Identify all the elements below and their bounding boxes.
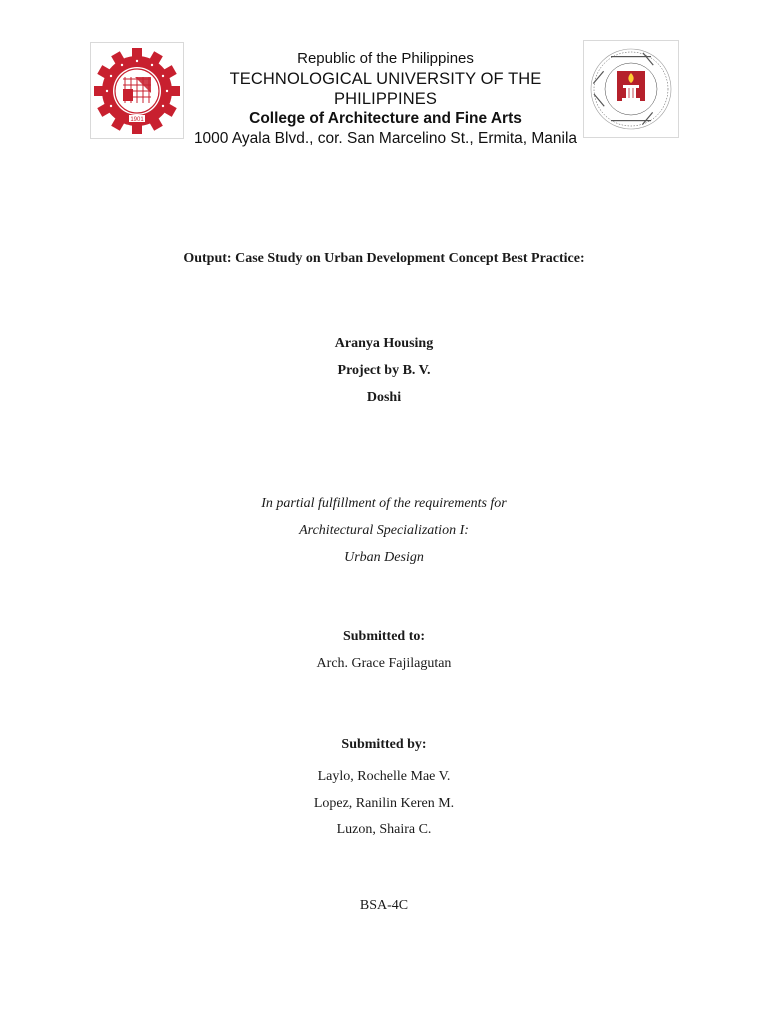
letterhead xyxy=(193,49,578,149)
student-name: Laylo, Rochelle Mae V. xyxy=(317,769,451,784)
section-label: BSA-4C xyxy=(359,898,409,913)
student-name: Lopez, Ranilin Keren M. xyxy=(313,795,455,811)
seal-year: 1901 xyxy=(130,116,144,123)
project-title-line: Aranya Housing xyxy=(334,336,434,351)
fulfillment-statement xyxy=(0,490,768,571)
tup-seal-logo xyxy=(90,42,184,139)
tup-seal-gear-icon xyxy=(94,48,180,134)
cafa-seal-logo xyxy=(583,40,679,138)
fulfillment-line: Architectural Specialization I: xyxy=(299,523,469,538)
project-title xyxy=(0,330,768,411)
fulfillment-line: In partial fulfillment of the requirements for xyxy=(261,496,507,511)
letterhead-college: College of Architecture and Fine Arts xyxy=(249,110,522,127)
submitted-by-list xyxy=(0,764,768,844)
cafa-seal-icon xyxy=(588,46,674,132)
project-title-line: Project by B. V. xyxy=(337,363,431,378)
output-title: Output: Case Study on Urban Development Concept Best Practice: xyxy=(183,251,585,266)
submitted-by-label: Submitted by: xyxy=(341,737,427,752)
letterhead-country: Republic of the Philippines xyxy=(297,50,474,67)
letterhead-university: TECHNOLOGICAL UNIVERSITY OF THE PHILIPPINES xyxy=(229,70,542,108)
project-title-line: Doshi xyxy=(366,390,402,405)
letterhead-address: 1000 Ayala Blvd., cor. San Marcelino St., Ermita, Manila xyxy=(193,130,578,147)
student-name: Luzon, Shaira C. xyxy=(336,822,432,837)
submitted-to-name: Arch. Grace Fajilagutan xyxy=(316,656,452,671)
fulfillment-line: Urban Design xyxy=(344,550,424,565)
submitted-to-label: Submitted to: xyxy=(342,629,426,644)
